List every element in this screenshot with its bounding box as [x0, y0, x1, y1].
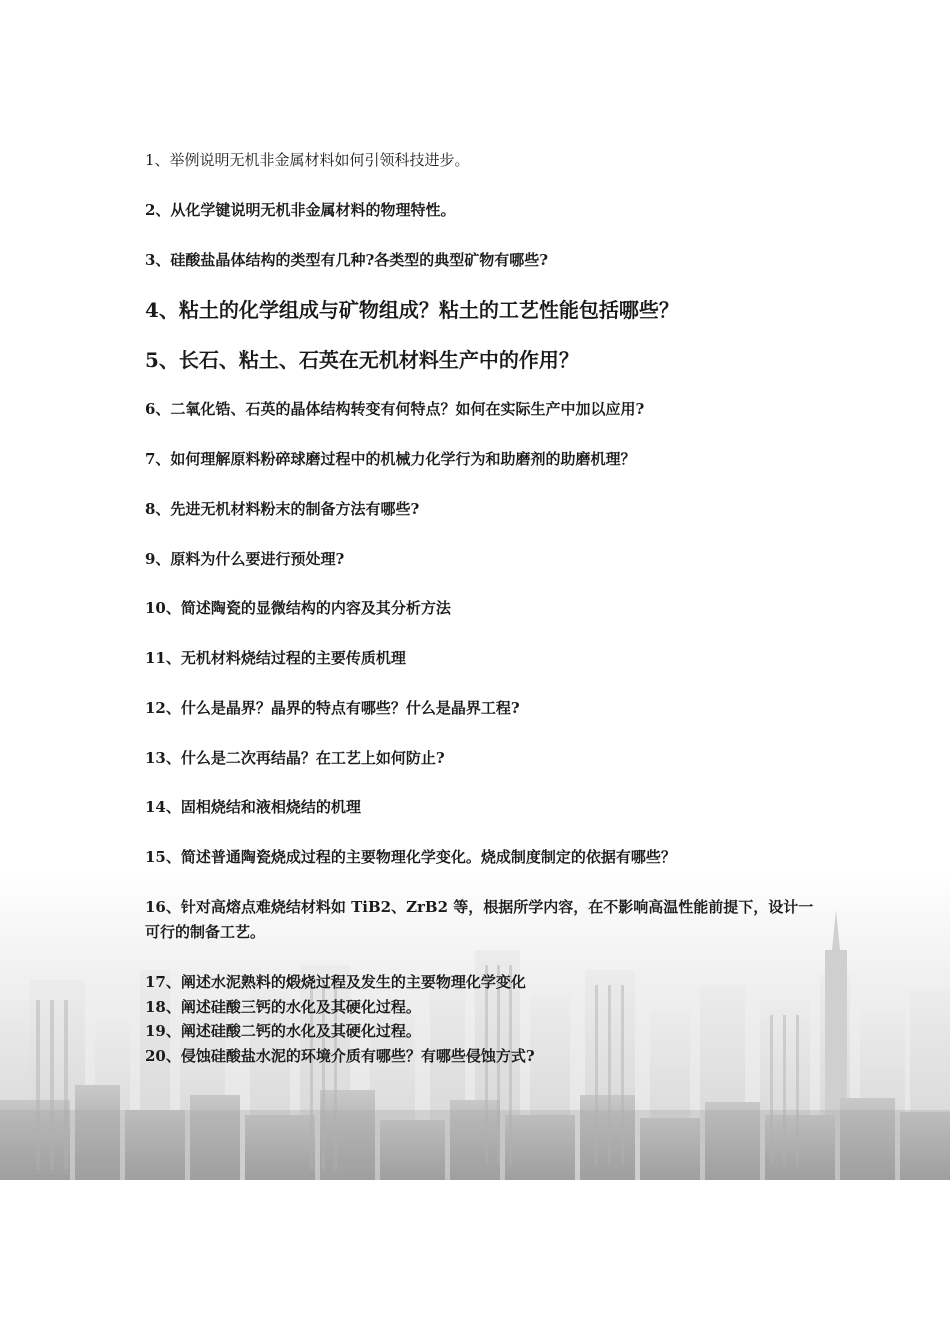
question-item: 19、阐述硅酸二钙的水化及其硬化过程。: [145, 1022, 421, 1040]
question-item: 11、无机材料烧结过程的主要传质机理: [145, 649, 406, 667]
question-item: 2、从化学键说明无机非金属材料的物理特性。: [145, 201, 456, 219]
question-item: 7、如何理解原料粉碎球磨过程中的机械力化学行为和助磨剂的助磨机理？: [145, 450, 636, 468]
question-item: 12、什么是晶界？晶界的特点有哪些？什么是晶界工程?: [145, 699, 520, 717]
question-item: 9、原料为什么要进行预处理?: [145, 550, 345, 568]
question-item: 8、先进无机材料粉末的制备方法有哪些?: [145, 500, 420, 518]
question-item: 5、长石、粘土、石英在无机材料生产中的作用？: [145, 348, 579, 372]
question-item: 13、什么是二次再结晶？在工艺上如何防止?: [145, 749, 445, 767]
question-item: 15、简述普通陶瓷烧成过程的主要物理化学变化。烧成制度制定的依据有哪些？: [145, 848, 676, 866]
question-item: 10、简述陶瓷的显微结构的内容及其分析方法: [145, 599, 451, 617]
question-item: 3、硅酸盐晶体结构的类型有几种?各类型的典型矿物有哪些?: [145, 251, 549, 269]
question-item: 14、固相烧结和液相烧结的机理: [145, 798, 361, 816]
question-item: 16、针对高熔点难烧结材料如 TiB2、ZrB2 等，根据所学内容，在不影响高温性能前提下，设计一可行的制备工艺。: [145, 898, 814, 941]
question-item: 18、阐述硅酸三钙的水化及其硬化过程。: [145, 998, 421, 1016]
question-item: 17、阐述水泥熟料的煅烧过程及发生的主要物理化学变化: [145, 973, 526, 991]
question-item: 1、举例说明无机非金属材料如何引领科技进步。: [145, 151, 470, 169]
question-item: 6、二氧化锆、石英的晶体结构转变有何特点？如何在实际生产中加以应用?: [145, 400, 645, 418]
question-item: 20、侵蚀硅酸盐水泥的环境介质有哪些？有哪些侵蚀方式?: [145, 1047, 535, 1065]
question-item: 4、粘土的化学组成与矿物组成？粘土的工艺性能包括哪些？: [145, 298, 679, 322]
